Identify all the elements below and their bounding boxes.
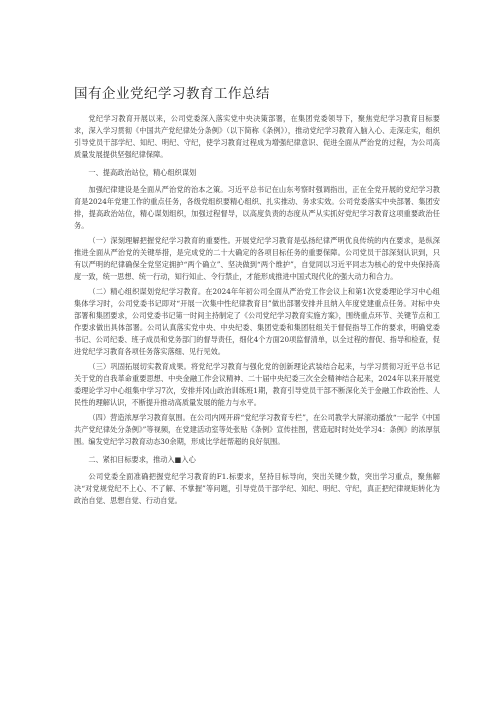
document-body [74,113,440,507]
body-paragraph: （四）营造浓厚学习教育氛围。在公司内网开辟“党纪学习教育专栏”，在公司教学大屏滚动播放“一起学《中国共产党纪律处分条例》”等视频，在党建活动室等处张贴《条例》宣传挂图，营造起时时处处学习4：条例》的浓厚氛围。编发党纪学习教育动态30余期，形成比学赶帮超的良好氛围。 [74,413,440,446]
body-paragraph: （二）精心组织谋划党纪学习教育。在2024年年初公司全面从严治党工作会议上和第1次党委理论学习中心组集体学习时，公司党委书记即对“开展一次集中性纪律教育目”做出部署安排并且纳入年度党建重点任务。对标中央部署和集团要求，公司党委书记第一时间主持制定了《公司党纪学习教育实施方案》，围绕重点环节、关键节点和工作要求做出具体部署。公司认真落实党中央、中央纪委、集团党委和集团驻组关于督促指导工作的要求，明确党委书记、公司纪委、班子成员和党务部门的督导责任，细化4个方面20项监督清单，以全过程的督促、指导和检查，促进党纪学习教育各项任务落实落细、见行见效。 [74,287,440,356]
body-paragraph: 加强纪律建设是全面从严治党的治本之策。习近平总书记在山东考察时强调指出，正在全党开展的党纪学习教育是2024年党建工作的重点任务，各级党组织要精心组织、扎实推动、务求实效。公司党委落实中央部署、集团安排，提高政治站位，精心谋划组织，加强过程督导，以高度负责的态度从严从实抓好党纪学习教育这项重要政治任务。 [74,185,440,230]
body-paragraph: （三）巩固拓展切实教育成果。将党纪学习教育与强化党的创新理论武装结合起来，与学习贯彻习近平总书记关于党的自我革命重要思想、中央金融工作会议精神、二十届中央纪委三次全会精神结合起来，2024年以来开展党委理论学习中心组集中学习7次，安排并冈山政治训练班1期，教育引导党员干部不断深化关于金融工作政治性、人民性的理解认识，不断提升推动高质量发展的能力与水平。 [74,362,440,407]
document-title: 国有企业党纪学习教育工作总结 [74,86,270,102]
body-paragraph: 公司党委全面准确把握党纪学习教育的F1.标要求，坚持目标导向，突出关键少数，突出学习重点，聚焦解决“对党规党纪不上心、不了解、不掌握”等问题，引导党员干部学纪、知纪、明纪、守纪，真正把纪律规矩转化为政治自觉、思想自觉、行动自觉。 [74,472,440,505]
section-heading: 一、提高政治站位，精心组织谋划 [88,168,197,177]
body-paragraph: （一）深刻理解把握党纪学习教育的重要性。开展党纪学习教育是弘扬纪律严明优良传统的内在要求，是纵深推进全面从严治党的关键举措，是完成党的二十大确定的各项目标任务的重要保障。公司党员干部深刻认识到，只有以严明的纪律确保全党坚定拥护“两个确立”、坚决做到“两个维护”，自觉同以习近平同志为核心的党中央保持高度一致，统一思想、统一行动，知行知止、令行禁止，才能形成推进中国式现代化的强大动力和合力。 [74,236,440,281]
section-heading: 二、紧扣目标要求，推动入■入心 [88,455,196,464]
body-paragraph: 党纪学习教育开展以来，公司党委深入落实党中央决策部署，在集团党委领导下，聚焦党纪学习教育目标要求，深入学习贯彻《中国共产党纪律处分条例》（以下简称《条例》），推动党纪学习教育入脑入心、走深走实，组织引导党员干部学纪、知纪、明纪、守纪，使学习教育过程成为增强纪律意识、促进全面从严治党的过程，为公司高质量发展提供坚强纪律保障。 [74,114,440,159]
